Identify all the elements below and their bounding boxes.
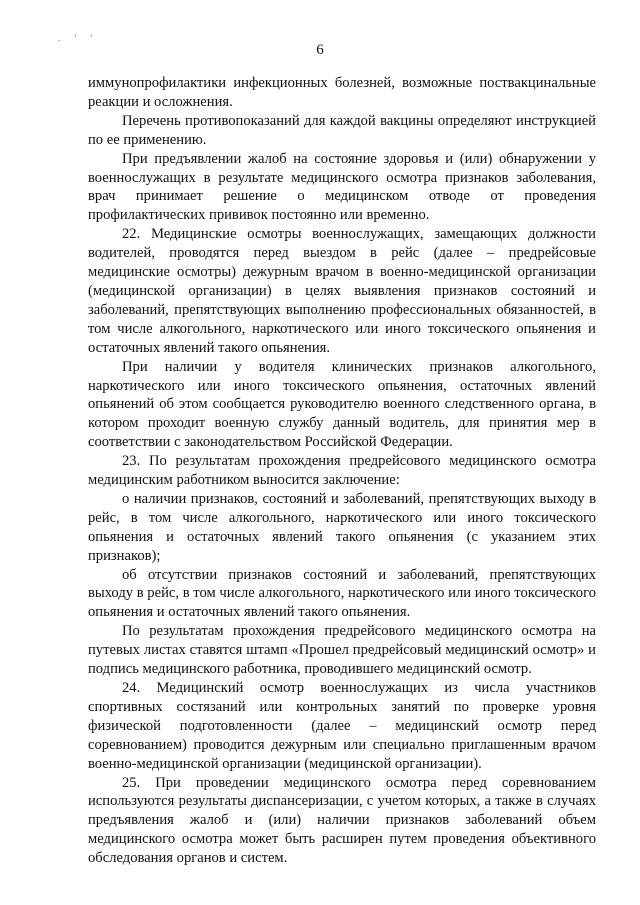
paragraph-23-presence: о наличии признаков, состояний и заболеваний, препятствующих выходу в рейс, в том числе алкогольного, наркотического или иного токсического опьянения и остаточных явлений такого опьянения (с указанием этих признаков); <box>88 490 596 564</box>
paragraph-22-intoxication: При наличии у водителя клинических признаков алкогольного, наркотического или иного токсического опьянения, остаточных явлений опьянений об этом сообщается руководителю военного следственного органа, в котором проходит военную службу данный водитель, для принятия мер в соответствии с законодательством Российской Федерации. <box>88 358 596 451</box>
document-body <box>88 74 596 868</box>
paragraph-contraindications: Перечень противопоказаний для каждой вакцины определяют инструкцией по ее применению. <box>88 112 596 148</box>
paragraph-25: 25. При проведении медицинского осмотра перед соревнованием используются результаты диспансеризации, с учетом которых, а также в случаях предъявления жалоб и (или) наличии признаков заболеваний объем медицинского осмотра может быть расширен путем проведения объективного обследования органов и систем. <box>88 774 596 867</box>
paragraph-23: 23. По результатам прохождения предрейсового медицинского осмотра медицинским работником выносится заключение: <box>88 453 596 489</box>
paragraph-23-stamp: По результатам прохождения предрейсового медицинского осмотра на путевых листах ставятся штамп «Прошел предрейсовый медицинский осмотр» и подпись медицинского работника, проводившего медицинский осмотр. <box>88 623 596 678</box>
paragraph-22: 22. Медицинские осмотры военнослужащих, замещающих должности водителей, проводятся перед выездом в рейс (далее – предрейсовые медицинские осмотры) дежурным врачом в военно-медицинской организации (медицинской организации) в целях выявления признаков состояний и заболеваний, препятствующих выполнению профессиональных обязанностей, в том числе алкогольного, наркотического или иного токсического опьянения и остаточных явлений такого опьянения. <box>88 226 596 356</box>
scan-marks: . ' ' <box>58 33 98 43</box>
paragraph-23-absence: об отсутствии признаков состояний и заболеваний, препятствующих выходу в рейс, в том числе алкогольного, наркотического или иного токсического опьянения и остаточных явлений такого опьянения. <box>88 566 596 621</box>
page-number: 6 <box>316 42 324 58</box>
paragraph-24: 24. Медицинский осмотр военнослужащих из числа участников спортивных состязаний или контрольных занятий по проверке уровня физической подготовленности (далее – медицинский осмотр перед соревнованием) проводится дежурным или специально приглашенным врачом военно-медицинской организации (медицинской организации). <box>88 680 596 772</box>
paragraph-continuation: иммунопрофилактики инфекционных болезней, возможные поствакцинальные реакции и осложнения. <box>88 75 596 110</box>
paragraph-medical-exemption: При предъявлении жалоб на состояние здоровья и (или) обнаружении у военнослужащих в результате медицинского осмотра признаков заболевания, врач принимает решение о медицинском отводе от проведения профилактических прививок постоянно или временно. <box>88 150 596 224</box>
